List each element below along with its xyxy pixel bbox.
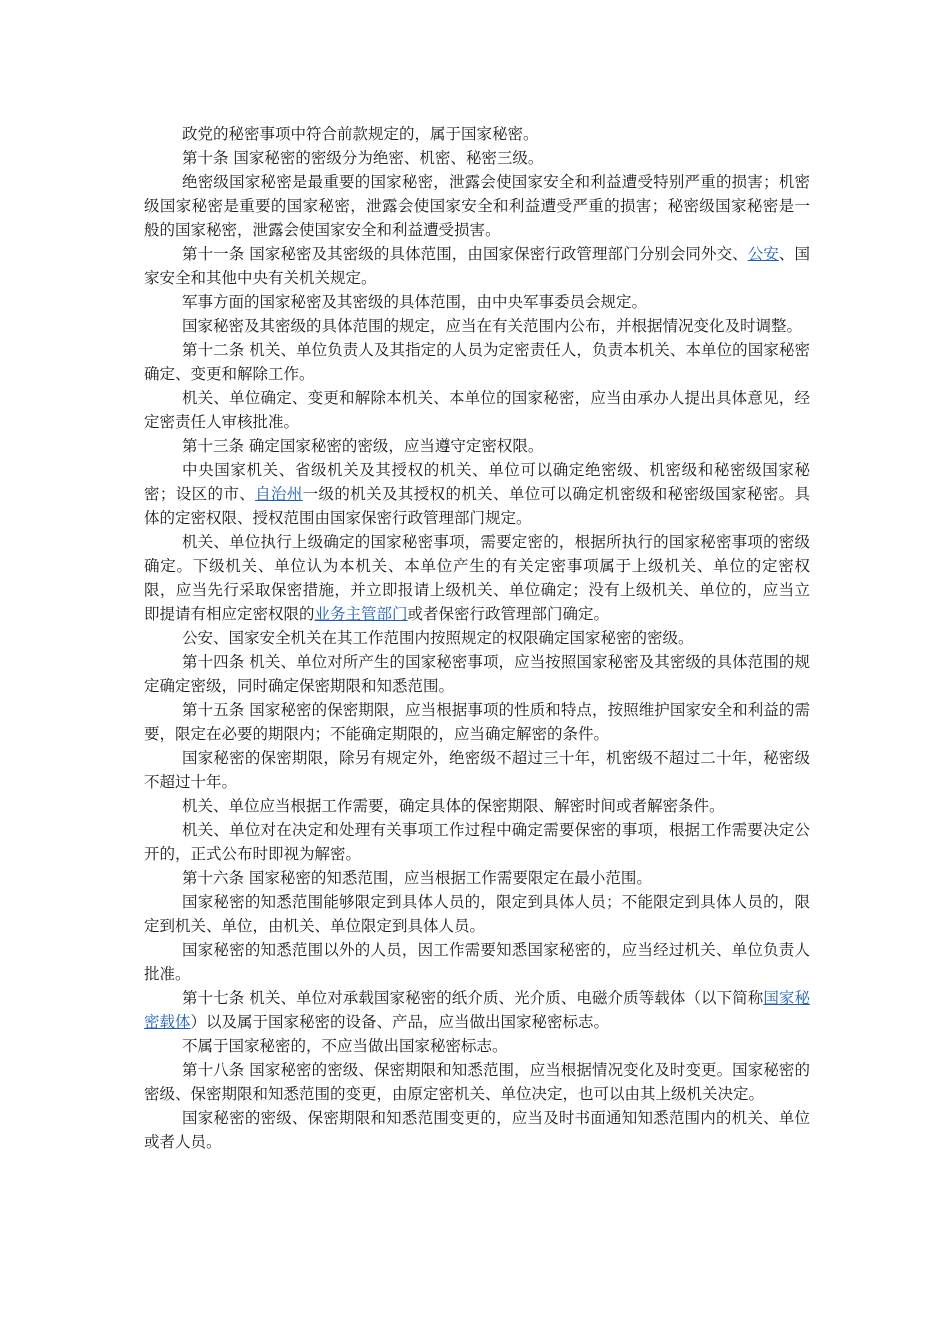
paragraph-text: 中央国家机关、省级机关及其授权的机关、单位可以确定绝密级、机密级和秘密级国家秘密；设区的市、 bbox=[144, 461, 810, 503]
article-12-paragraph bbox=[144, 338, 810, 386]
article-10-paragraph bbox=[144, 146, 810, 170]
paragraph bbox=[144, 290, 810, 314]
paragraph bbox=[144, 170, 810, 242]
paragraph bbox=[144, 122, 810, 146]
paragraph-text: 军事方面的国家秘密及其密级的具体范围，由中央军事委员会规定。 bbox=[182, 293, 648, 311]
paragraph bbox=[144, 938, 810, 986]
paragraph bbox=[144, 794, 810, 818]
paragraph-text: 国家秘密的知悉范围以外的人员，因工作需要知悉国家秘密的，应当经过机关、单位负责人批准。 bbox=[144, 941, 810, 983]
article-13-paragraph bbox=[144, 434, 810, 458]
article-17-paragraph bbox=[144, 986, 810, 1034]
paragraph-text: 第十二条 机关、单位负责人及其指定的人员为定密责任人，负责本机关、本单位的国家秘密确定、变更和解除工作。 bbox=[144, 341, 810, 383]
secret-carrier-link[interactable]: 国家秘密载体 bbox=[144, 989, 810, 1031]
paragraph-text: 第十四条 机关、单位对所产生的国家秘密事项，应当按照国家秘密及其密级的具体范围的规定确定密级，同时确定保密期限和知悉范围。 bbox=[144, 653, 810, 695]
paragraph-text: 公安、国家安全机关在其工作范围内按照规定的权限确定国家秘密的密级。 bbox=[182, 629, 694, 647]
paragraph bbox=[144, 314, 810, 338]
paragraph-text: 第十三条 确定国家秘密的密级，应当遵守定密权限。 bbox=[182, 437, 544, 455]
paragraph-text: 第十八条 国家秘密的密级、保密期限和知悉范围，应当根据情况变化及时变更。国家秘密的密级、保密期限和知悉范围的变更，由原定密机关、单位决定，也可以由其上级机关决定。 bbox=[144, 1061, 810, 1103]
paragraph-text: 机关、单位执行上级确定的国家秘密事项，需要定密的，根据所执行的国家秘密事项的密级确定。下级机关、单位认为本机关、本单位产生的有关定密事项属于上级机关、单位的定密权限，应当先行采取保密措施，并立即报请上级机关、单位确定；没有上级机关、单位的，应当立即提请有相应定密权限的 bbox=[144, 533, 810, 623]
article-11-paragraph bbox=[144, 242, 810, 290]
public-security-link[interactable]: 公安 bbox=[747, 245, 779, 263]
article-16-paragraph bbox=[144, 866, 810, 890]
paragraph-text: ）以及属于国家秘密的设备、产品，应当做出国家秘密标志。 bbox=[190, 1013, 610, 1031]
paragraph bbox=[144, 386, 810, 434]
paragraph-text: 第十条 国家秘密的密级分为绝密、机密、秘密三级。 bbox=[182, 149, 544, 167]
article-14-paragraph bbox=[144, 650, 810, 698]
paragraph-text: 机关、单位应当根据工作需要，确定具体的保密期限、解密时间或者解密条件。 bbox=[182, 797, 725, 815]
paragraph-text: 国家秘密及其密级的具体范围的规定，应当在有关范围内公布，并根据情况变化及时调整。 bbox=[182, 317, 803, 335]
paragraph bbox=[144, 818, 810, 866]
paragraph-text: 第十七条 机关、单位对承载国家秘密的纸介质、光介质、电磁介质等载体（以下简称 bbox=[182, 989, 764, 1007]
paragraph bbox=[144, 890, 810, 938]
paragraph-text: 不属于国家秘密的，不应当做出国家秘密标志。 bbox=[182, 1037, 508, 1055]
paragraph-text: 、国家安全和其他中央有关机关规定。 bbox=[144, 245, 810, 287]
competent-department-link[interactable]: 业务主管部门 bbox=[314, 605, 408, 623]
autonomous-prefecture-link[interactable]: 自治州 bbox=[255, 485, 303, 503]
paragraph-text: 一级的机关及其授权的机关、单位可以确定机密级和秘密级国家秘密。具体的定密权限、授权范围由国家保密行政管理部门规定。 bbox=[144, 485, 810, 527]
paragraph-text: 或者保密行政管理部门确定。 bbox=[407, 605, 610, 623]
paragraph bbox=[144, 1034, 810, 1058]
paragraph-text: 国家秘密的保密期限，除另有规定外，绝密级不超过三十年，机密级不超过二十年，秘密级不超过十年。 bbox=[144, 749, 810, 791]
paragraph-text: 第十六条 国家秘密的知悉范围，应当根据工作需要限定在最小范围。 bbox=[182, 869, 652, 887]
paragraph bbox=[144, 1106, 810, 1154]
paragraph-text: 第十五条 国家秘密的保密期限，应当根据事项的性质和特点，按照维护国家安全和利益的需要，限定在必要的期限内；不能确定期限的，应当确定解密的条件。 bbox=[144, 701, 810, 743]
article-15-paragraph bbox=[144, 698, 810, 746]
paragraph-text: 第十一条 国家秘密及其密级的具体范围，由国家保密行政管理部门分别会同外交、 bbox=[182, 245, 748, 263]
document-body bbox=[144, 122, 810, 1154]
paragraph-text: 政党的秘密事项中符合前款规定的，属于国家秘密。 bbox=[182, 125, 539, 143]
paragraph-text: 国家秘密的密级、保密期限和知悉范围变更的，应当及时书面通知知悉范围内的机关、单位或者人员。 bbox=[144, 1109, 810, 1151]
paragraph-text: 机关、单位对在决定和处理有关事项工作过程中确定需要保密的事项，根据工作需要决定公开的，正式公布时即视为解密。 bbox=[144, 821, 810, 863]
paragraph bbox=[144, 746, 810, 794]
paragraph bbox=[144, 530, 810, 626]
paragraph-text: 绝密级国家秘密是最重要的国家秘密，泄露会使国家安全和利益遭受特别严重的损害；机密级国家秘密是重要的国家秘密，泄露会使国家安全和利益遭受严重的损害；秘密级国家秘密是一般的国家秘密，泄露会使国家安全和利益遭受损害。 bbox=[144, 173, 810, 239]
paragraph-text: 机关、单位确定、变更和解除本机关、本单位的国家秘密，应当由承办人提出具体意见，经定密责任人审核批准。 bbox=[144, 389, 810, 431]
paragraph-text: 国家秘密的知悉范围能够限定到具体人员的，限定到具体人员；不能限定到具体人员的，限定到机关、单位，由机关、单位限定到具体人员。 bbox=[144, 893, 810, 935]
paragraph bbox=[144, 458, 810, 530]
paragraph bbox=[144, 626, 810, 650]
article-18-paragraph bbox=[144, 1058, 810, 1106]
